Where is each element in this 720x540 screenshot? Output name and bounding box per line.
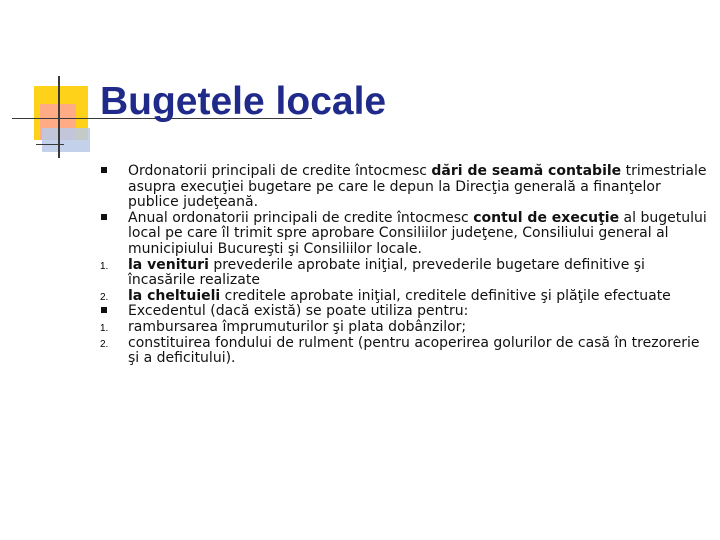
item-bold-text: dări de seamă contabile xyxy=(431,163,622,179)
item-text: Anual ordonatorii principali de credite întocmesc xyxy=(128,209,474,226)
slide-title: Bugetele locale xyxy=(100,80,387,123)
bullet-list xyxy=(100,164,708,367)
list-item-text xyxy=(128,289,708,305)
bullet-marker xyxy=(100,211,118,228)
item-rest-text: al bugetului local pe care îl trimit spre aprobare Consiliilor judeţene, Consiliului general al municipiului Bucureşti şi Consiliilor locale. xyxy=(128,209,707,257)
item-rest-text: prevederile aprobate iniţial, prevederile bugetare definitive şi încasările realizate xyxy=(128,256,645,289)
list-item xyxy=(100,336,708,367)
number-marker: 2. xyxy=(100,338,109,350)
bullet-marker xyxy=(100,304,118,321)
item-text: constituirea fondului de rulment (pentru acoperirea golurilor de casă în trezorerie şi a deficitului). xyxy=(128,334,700,367)
item-text: Ordonatorii principali de credite întocmesc xyxy=(128,163,432,179)
number-marker: 1. xyxy=(100,260,109,272)
list-item-text xyxy=(128,304,708,320)
list-item xyxy=(100,320,708,336)
decor-blue-rectangle xyxy=(42,128,90,152)
item-rest-text: trimestriale asupra execuţiei bugetare pe care le depun la Direcţia generală a finanţelor publice judeţeană. xyxy=(128,163,707,211)
item-bold-text: la venituri xyxy=(128,256,209,273)
item-bold-text: la cheltuieli xyxy=(128,287,221,304)
number-marker: 2. xyxy=(100,291,109,303)
list-item-text xyxy=(128,211,708,258)
list-item-text xyxy=(128,258,708,289)
list-item xyxy=(100,258,708,289)
item-text: Excedentul (dacă există) se poate utiliza pentru: xyxy=(128,303,469,320)
square-bullet-icon xyxy=(101,167,107,173)
decor-short-line xyxy=(36,144,64,145)
list-item xyxy=(100,304,708,320)
square-bullet-icon xyxy=(101,307,107,313)
square-bullet-icon xyxy=(101,214,107,220)
item-rest-text: creditele aprobate iniţial, creditele definitive şi plăţile efectuate xyxy=(220,287,671,304)
list-item-text xyxy=(128,336,708,367)
list-item-text xyxy=(128,320,708,336)
bullet-marker xyxy=(100,164,118,181)
item-text: rambursarea împrumuturilor şi plata dobânzilor; xyxy=(128,318,467,335)
list-item xyxy=(100,289,708,305)
decor-vertical-line xyxy=(58,76,60,158)
list-item xyxy=(100,211,708,258)
number-marker: 1. xyxy=(100,322,109,334)
list-item-text xyxy=(128,164,708,211)
item-bold-text: contul de execuţie xyxy=(473,209,620,226)
list-item xyxy=(100,164,708,211)
